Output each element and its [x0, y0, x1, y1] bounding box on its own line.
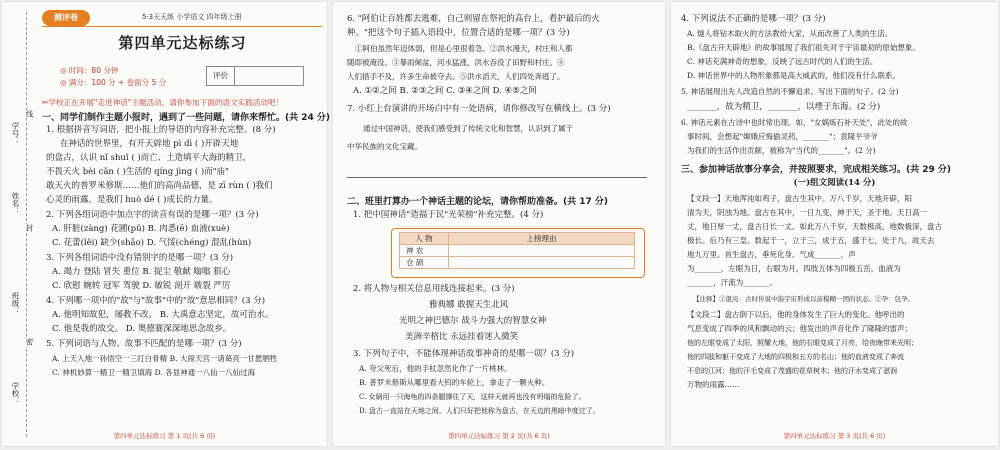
- q5-prompt: 5. 下列词语与人物、故事不匹配的是哪一项？(3 分): [46, 339, 242, 349]
- q6-fill-cont[interactable]: 为我们的生活作出贡献，被称为"当代的_______"。(2 分): [687, 146, 876, 155]
- q4-options-cd: C. 他是我的故交。 D. 奥德赛深深地思念故乡。: [52, 324, 232, 334]
- q4-options-ab: A. 他明知故犯，屡教不改。 B. 大禹意志坚定，故可治水。: [52, 310, 274, 320]
- q3-prompt: 3. 下列各组词语中没有错别字的是哪一项？(3 分): [46, 253, 234, 263]
- page-title: 第四单元达标练习: [118, 34, 247, 52]
- q4-option-a: A. 燧人将钻木取火的方法教给大家，从而改善了人类的生活。: [687, 29, 893, 38]
- section-1-heading: 一、同学们制作主题小报时，遇到了一些问题，请你来帮忙。(共 24 分): [42, 113, 331, 123]
- q2-3-option-c: C. 女娲用一只海龟的四条腿撑住了天，这样天就再也没有坍塌的危险了。: [359, 393, 586, 401]
- q3-options-ab: A. 竭力 登陆 冒失 重位 B. 捉尘 敬献 嗡嗡 狠心: [52, 267, 231, 277]
- q1-text-line: 敢天火的普罗米修斯……他们的高尚品德，是 zī rùn ( )我们: [46, 181, 273, 191]
- q5-prompt: 5. 神话展现出先人改造自然的不懈追求。写出下面的句子。(2 分): [681, 87, 899, 96]
- match-row: 光明之神巴德尔 战斗力强大的智慧女神: [399, 316, 547, 326]
- q4-prompt: 4. 下列说法不正确的是哪一项？(3 分): [681, 14, 826, 24]
- name-label: 姓名：: [11, 192, 20, 215]
- q2-options-cd: C. 花蕾(lěi) 缺少(shǎo) D. 气馁(chéng) 混乱(hùn): [52, 238, 252, 248]
- passage-1-line: 清为天，阴浊为地。盘古在其中，一日九变，神于天，圣于地。天日高一: [687, 208, 927, 217]
- q2-3-option-d: D. 盘古一直站在天地之间，人们只好把他称为盘古，在天边的黑暗中度过了。: [359, 407, 600, 415]
- q1-text-line: 心灵的雨露，是我们 huò dé ( )成长的力量。: [46, 195, 218, 205]
- series-header: 5·3天天练 小学语文 四年级上册: [142, 13, 242, 21]
- q2-3-option-b: B. 普罗米修斯从哪里看大钨的车轮上，拿走了一颗火种。: [359, 378, 550, 387]
- q2-3-prompt: 3. 下列句子中，不能体现神话故事神奇的是哪一项？(3 分): [353, 349, 575, 359]
- passage-1-line: 为_______，左眼为日，右眼为月，四肢五体为四极五岳，血液为: [687, 264, 901, 273]
- table-header: 上榜理由: [449, 233, 635, 245]
- school-label: 学校：: [11, 382, 20, 405]
- passage-1-line: 【文段一】天地浑沌如鸡子，盘古生其中。万八千岁，天地开辟，阳: [687, 194, 912, 203]
- page-footer: 第四单元达标练习 第 1 页(共 6 页): [113, 432, 216, 440]
- passage-2-line: 万物的雨露……: [687, 380, 740, 389]
- page-2: [333, 2, 665, 446]
- q1-text-line: 在神话的世界里，有开天辟地 pì dì ( )开辟天地: [60, 139, 239, 149]
- passage-1-line: _______，汗流为_______。: [687, 278, 777, 287]
- passage-2-line: 【文段二】盘古倒下以后，他的身体发生了巨大的变化。他呼出的: [687, 310, 905, 319]
- honor-table: [399, 232, 635, 269]
- page-footer: 第四单元达标练习 第 3 页(共 6 页): [783, 432, 886, 440]
- q5-fill[interactable]: _______，故为精卫，_______，以堙于东海。(2 分): [687, 102, 881, 112]
- header-rule: [42, 26, 322, 27]
- binding-word-line: 线: [25, 110, 34, 118]
- q2-prompt: 2. 下列各组词语中加点字的读音有误的是哪一项？(3 分): [46, 210, 259, 220]
- match-row: 美洲辛格比 永远挂着迷人微笑: [405, 332, 519, 342]
- q7-sentence: 通过中国神话，使我们感受到了传统文化和智慧，认识到了属于: [363, 124, 573, 133]
- table-cell: 仓 颉: [400, 257, 449, 269]
- q6-passage-line: 随即被淹没。③暴雨倾盆，河水猛涨，洪水吞没了田野和村庄。④: [347, 58, 565, 67]
- passage-1-line: 极长。后乃有三皇。数起于一，立于三，成于五，盛于七，处于九，故天去: [687, 236, 935, 245]
- score-info: ◎ 满分：100 分 + 卷面分 5 分: [60, 78, 167, 87]
- q3-options-cd: C. 欣慰 婉转 冠军 驾驶 D. 敏锐 剖开 皲裂 严厉: [52, 281, 231, 291]
- binding-word-seal: 封: [25, 224, 34, 232]
- section-2-heading: 二、班里打算办一个神话主题的论坛，请你帮助准备。(共 17 分): [347, 197, 609, 207]
- class-label: 班级：: [11, 292, 20, 315]
- q4-prompt: 4. 下列哪一项中的"故"与"故事"中的"故"意思相同？(3 分): [46, 296, 266, 306]
- answer-line: [347, 177, 647, 178]
- student-id-label: 学号：: [11, 122, 20, 145]
- q5-options-ab: A. 上天入地一孙悟空一三打白骨精 B. 大闹天宫一诸葛亮一甘愿牺牲: [52, 354, 278, 363]
- q4-option-d: D. 神话世界中的人物形象都是高大威武的，他们没有什么联系。: [687, 71, 901, 80]
- reading-subheading: (一)组文阅读(14 分): [793, 178, 876, 188]
- passage-1-line: 地九万里。首生盘古，垂死化身。气成_______，声: [687, 250, 856, 259]
- table-header: 人 物: [400, 233, 449, 245]
- q6-prompt: 6. 神话元素在古诗中也时常出现。如，"女娲炼石补天处"，此处的故: [681, 118, 908, 127]
- passage-2-line: 他的四肢和躯干变成了大地的四极和五方的名山；他的血液变成了奔流: [687, 353, 904, 361]
- match-row: 雅典娜 敢握天生北风: [429, 300, 509, 310]
- q2-1-prompt: 1. 把中国神话"造福于民"光荣榜"补充完整。(4 分): [353, 210, 544, 220]
- q6-passage-line: 人们措手不及，许多生命被夺去。⑤洪水滔天，人们四处奔逃了。: [347, 72, 565, 81]
- annotation: 【注释】①混沌：古时传说中指宇宙形成以前模糊一团的状态。②孕：包孕。: [693, 295, 914, 303]
- page-1: [2, 2, 331, 446]
- table-cell[interactable]: [449, 257, 635, 269]
- q6-prompt: 6. "阿伯让百姓都去逃难，自己则留在祭祀的高台上，看护最后的火: [347, 14, 600, 24]
- evaluation-box: [206, 66, 304, 86]
- passage-2-line: 气息变成了四季的风和飘动的云；他发出的声音化作了隆隆的雷声；: [687, 324, 912, 333]
- table-cell: 神 农: [400, 245, 449, 257]
- passage-2-line: 不息的江河；他的汗毛变成了茂盛的花草树木；他的汗水变成了滋润: [687, 367, 897, 375]
- page-footer: 第四单元达标练习 第 2 页(共 6 页): [448, 432, 550, 440]
- q7-sentence-cont: 中华民族的文化宝藏。: [347, 142, 422, 151]
- q1-prompt: 1. 根据拼音写词语，把小报上的导语的内容补充完整。(8 分): [46, 125, 276, 135]
- binding-word-secret: 密: [25, 338, 34, 346]
- q6-passage-line: ①阿伯虽然年迈体弱，但是心里很着急。②洪水漫天，村庄和人都: [355, 44, 573, 53]
- passage-2-line: 他的左眼变成了太阳，照耀大地，他的右眼变成了月亮，给夜晚带来光明；: [687, 339, 918, 347]
- binding-margin: [4, 2, 36, 446]
- q2-options-ab: A. 肝脏(zàng) 花圃(pǔ) B. 肉悉(ē) 血液(xuè): [52, 224, 230, 234]
- q6-options: A. ①②之间 B. ②③之间 C. ③④之间 D. ④⑤之间: [353, 86, 537, 96]
- q2-2-prompt: 2. 将人物与相关信息用线连接起来。(3 分): [353, 284, 515, 294]
- section-3-heading: 三、参加神话故事分享会，并按照要求，完成相关练习。(共 29 分): [681, 165, 952, 175]
- passage-1-line: 丈，地日厚一丈，盘古日长一丈。如此万八千岁，天数极高，地数极深，盘古: [687, 222, 942, 231]
- q5-options-cd: C. 神机妙算一精卫一精卫填海 D. 各显神通一八仙一八仙过海: [52, 368, 256, 377]
- q2-3-option-a: A. 夸父死后，他的手杖忽然化作了一片桃林。: [359, 364, 512, 373]
- page-3: [671, 2, 998, 446]
- time-info: ◎ 时间：80 分钟: [60, 66, 119, 75]
- q1-text-line: 的盘古，认识 nǐ shuǐ ( )而亡、土造填平大海的精卫，: [46, 153, 252, 163]
- evaluation-label: 评价: [207, 67, 235, 85]
- q1-text-line: 不畏天火 bèi cǎn ( )生活的 qíng jìng ( )而"庙": [46, 167, 230, 177]
- q7-prompt: 7. 小红上台演讲的开场白中有一处语病，请你修改写在横线上。(3 分): [347, 104, 611, 114]
- activity-banner: ✏学校正在开展"走进神话"主题活动，请你参加下面的语文实践活动吧！: [42, 98, 284, 107]
- q4-option-c: C. 神话充满神奇的想象，反映了远古时代的人们的生活。: [687, 57, 878, 66]
- test-badge: 测评卷: [42, 10, 90, 26]
- q6-fill[interactable]: 事时间，会想起"嫦娥应悔偷灵药，_______"；袁隆平爷爷: [687, 132, 878, 141]
- table-cell[interactable]: [449, 245, 635, 257]
- q4-option-b: B.《盘古开天辟地》的故事展现了我们祖先对于宇宙最初的原始想象。: [687, 43, 920, 52]
- q6-prompt-cont: 种。"把这个句子插入语段中，位置合适的是哪一项？(3 分): [347, 28, 570, 38]
